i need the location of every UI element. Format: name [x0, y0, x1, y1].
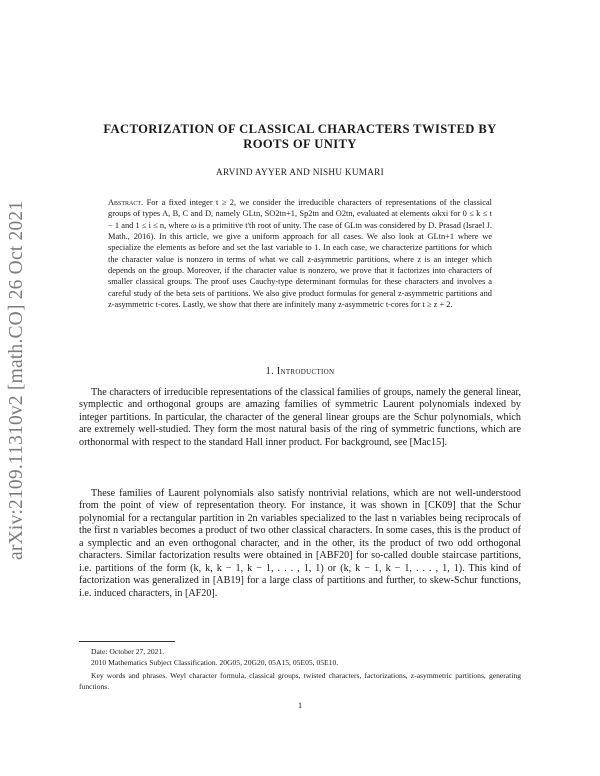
section-title: Introduction: [276, 366, 335, 377]
abstract: [108, 197, 492, 310]
section-number: 1.: [265, 366, 274, 377]
footnote-msc: 2010 Mathematics Subject Classification. 20G05, 20G20, 05A15, 05E05, 05E10.: [91, 658, 339, 667]
title-line-2: ROOTS OF UNITY: [243, 137, 357, 151]
abstract-text: For a fixed integer t ≥ 2, we consider the irreducible characters of representations of the classical groups of types A, B, C and D, namely GLtn, SO2tn+1, Sp2tn and O2tn, evaluated at elements ωkxi for 0 ≤ k ≤ t − 1 and 1 ≤ i ≤ n, where ω is a primitive t'th root of unity. The case of GLtn was considered by D. Prasad (Israel J. Math., 2016). In this article, we give a uniform approach for all cases. We also look at GLtn+1 where we specialize the elements as before and set the last variable to 1. In each case, we characterize partitions for which the character value is nonzero in terms of what we call z-asymmetric partitions, where z is an integer which depends on the group. Moreover, if the character value is nonzero, we prove that it factorizes into characters of smaller classical groups. The proof uses Cauchy-type determinant formulas for these characters and involves a careful study of the beta sets of partitions. We also give product formulas for general z-asymmetric partitions and z-asymmetric t-cores. Lastly, we show that there are infinitely many z-asymmetric t-cores for t ≥ z + 2.: [108, 198, 492, 310]
authors: ARVIND AYYER AND NISHU KUMARI: [216, 167, 384, 177]
abstract-label: Abstract.: [108, 198, 144, 207]
footnote-date: Date: October 27, 2021.: [91, 647, 165, 656]
intro-paragraph-2: These families of Laurent polynomials also satisfy nontrivial relations, which are not well-understood from the point of view of representation theory. For instance, it was shown in [CK09] that the Schur polynomial for a rectangular partition in 2n variables specialized to the last n variables being reciprocals of the first n variables becomes a product of two other classical characters. In some cases, this is the product of a symplectic and an even orthogonal character, and in the other, its the product of two odd orthogonal characters. Similar factorization results were obtained in [ABF20] for so-called double staircase partitions, i.e. partitions of the form (k, k, k − 1, k − 1, . . . , 1, 1) or (k, k − 1, k − 1, . . . , 1, 1). This kind of factorization was generalized in [AB19] for a large class of partitions and further, to skew-Schur functions, i.e. induced characters, in [AF20].: [79, 488, 521, 599]
title-line-1: FACTORIZATION OF CLASSICAL CHARACTERS TWISTED BY: [103, 122, 497, 136]
intro-paragraph-1: The characters of irreducible representations of the classical families of groups, namely the general linear, symplectic and orthogonal groups are amazing families of symmetric Laurent polynomials indexed by integer partitions. In particular, the character of the general linear groups are the Schur polynomials, which are extremely well-studied. They form the most natural basis of the ring of symmetric functions, which are orthonormal with respect to the standard Hall inner product. For background, see [Mac15].: [79, 387, 521, 448]
section-heading: [90, 366, 510, 377]
arxiv-identifier: arXiv:2109.11310v2 [math.CO] 26 Oct 2021: [6, 200, 27, 560]
footnote-rule: [79, 641, 175, 642]
page-number: 1: [297, 700, 303, 710]
paper-title: [90, 122, 510, 152]
footnote-keywords: Key words and phrases. Weyl character formula, classical groups, twisted characters, factorizations, z-asymmetric partitions, generating functions.: [79, 671, 521, 691]
